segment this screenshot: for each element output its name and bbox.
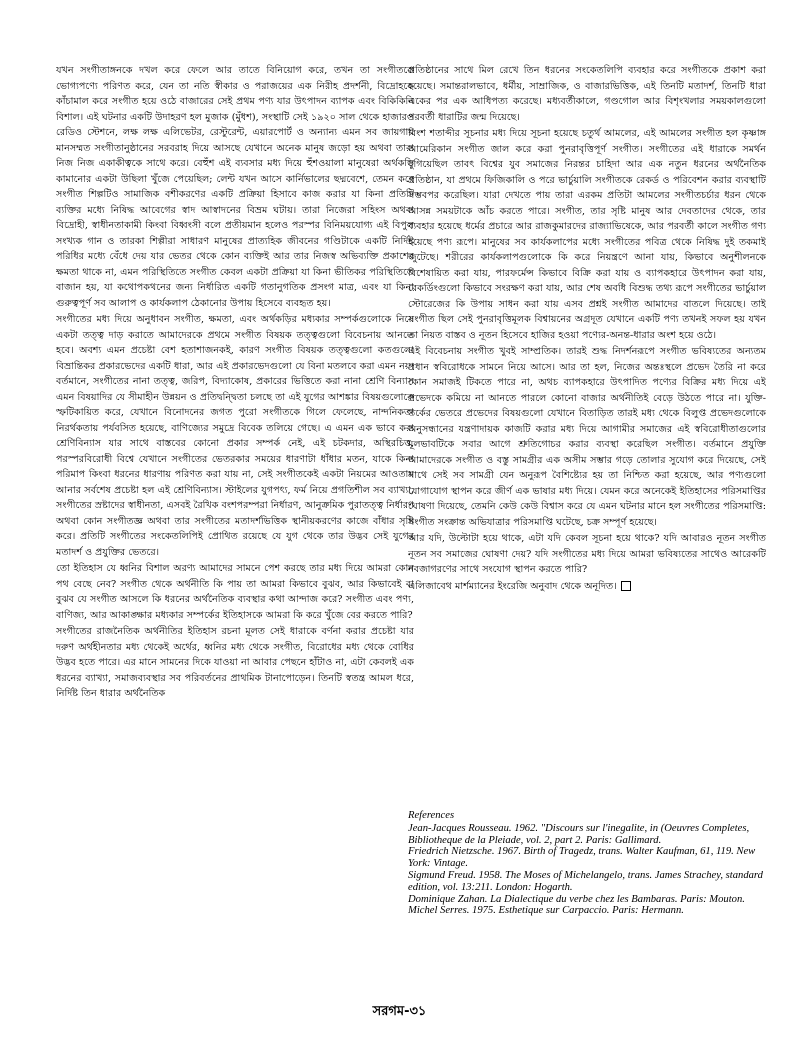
end-mark-icon — [621, 581, 631, 591]
paragraph: এই বিবেচনায় সংগীত খুবই সাম্প্রতিক। তারই শুদ্ধ নিদর্শনরূপে সংগীত ভবিষ্যতের অন্যতম প্রধান স্ববিরোধকে সামনে নিয়ে আসে। আর তা হল, নিজের অন্তঃস্থলে প্রভেদ তৈরি না করে কোন সমাজই টিকতে পারে না, অথচ ব্যাপকহারে উৎপাদিত পণ্যের বিক্রির মধ্য দিয়ে এই প্রভেদকে কমিয়ে না আনতে পারলে কোনো বাজার অর্থনীতিই বেড়ে উঠতে পারে না। যুক্তি-তর্কের ভেতরে প্রভেদের বিষয়গুলো যেখানে বিতাড়িত তারই মধ্য থেকে বিলুপ্ত প্রভেদগুলোকে অনুসন্ধানের যন্ত্রণাদায়ক কাজটি করার মধ্য দিয়ে আগামীর সমাজের এই স্ববিরোধীতাগুলোর মূলভাবটিকে সবার আগে শ্রুতিগোচর করার ব্যবস্থা করেছিল সংগীত। বর্তমানে প্রযুক্তি আমাদেরকে সংগীত ও বস্তু সামগ্রীর এক অসীম সম্ভার গড়ে তোলার সুযোগ করে দিয়েছে, সেই সাথে সেই সব সামগ্রী যেন অনুরূপ বৈশিষ্ট্যের হয় তা নিশ্চিত করা হয়েছে, আর পণ্যগুলো যোগাযোগ স্থাপন করে জীর্ণ এক ভাষার মধ্য দিয়ে। যেমন করে অনেকেই ইতিহাসের পরিসমাপ্তির ঘোষণা দিয়েছে, তেমনি কেউ কেউ বিশ্বাস করে যে এমন ঘটনার মানে হল সংগীতের পরিসমাপ্তি: সংগীত সংক্রান্ত অভিযাত্রার পরিসমাপ্তি ঘটেছে, চক্র সম্পূর্ণ হয়েছে। — [408, 346, 766, 528]
right-text-column — [408, 63, 766, 728]
paragraph: আর যদি, উল্টোটা হয়ে থাকে, এটা যদি কেবল সূচনা হয়ে থাকে? যদি আবারও নূতন সংগীত নূতন সব সমাজের ঘোষণা দেয়? যদি সংগীতের মধ্য দিয়ে আমরা ভবিষ্যতের সাথেও আরেকটি নবজাগরণের সাথে সংযোগ স্থাপন করতে পারি? — [408, 533, 766, 575]
translation-note — [408, 579, 766, 595]
reference-item: Friedrich Nietzsche. 1967. Birth of Tragedz, trans. Walter Kaufman, 61, 119. New York: Vintage. — [408, 846, 756, 870]
paragraph: সংগীতের মধ্য দিয়ে অনুধাবন সংগীত, ক্ষমতা, এবং অর্থকড়ির মধ্যকার সম্পর্কগুলোকে নিয়ে একটা তত্ত্ব দাড় করাতে আমাদেরকে প্রথমে সংগীত বিষয়ক তত্ত্বগুলো বিবেচনায় আনতে হবে। অবশ্য এমন প্রচেষ্টা বেশ হতাশাজনকই, কারণ সংগীত বিষয়ক তত্ত্বগুলো কতগুলো বিভ্রান্তিকর প্রকারভেদের একটি ধারা, আর এই প্রকারভেদগুলো যে বিনা মতলবে করা এমন নয়। বর্তমানে, সংগীতের নানা তত্ত্ব, জরিপ, বিদ্যাকোষ, প্রকারের ভিত্তিতে করা নানা শ্রেণি বিন্যাস এমন বিষয়াদির যে সীমাহীন উন্নয়ন ও প্রতিদ্বন্দ্বিতা চলছে তা এই যুগের আশঙ্কার বিষয়গুলোকে স্ফটিকায়িত করে, যেখানে বিনোদনের জগত পুরো সংগীতকে গিলে ফেলেছে, নান্দনিকতা নিরর্থকতায় পর্যবসিত হয়েছে, বাণিজ্যের সমুদ্রে বিবেক তলিয়ে গেছে। এ এমন এক ভাবে করা শ্রেণিবিন্যাস যার সাথে বাস্তবের কোনো প্রকার সম্পর্ক নেই, এই চটকদার, অস্থিরচিত্ত, পরস্পরবিরোধী বিশ্বে যেখানে সংগীতের ভেতরকার সময়ের ধারণাটা ধাঁধার মতন, যাকে কিনা পরিমাপ কিংবা ধরনের ধারণায় পরিণত করা যায় না, সেই সংগীতকেই একটা নিয়মের আওতায় আনার সর্বশেষ প্রচেষ্টা হল এই শ্রেণিবিন্যাস। স্টাইলের যুগপৎ্য, ফর্ম নিয়ে প্রগতিশীল সব ব্যাখ্যা, সংগীতের স্রষ্টাদের স্বাধীনতা, এসবই রৈখিক বংশপরম্পরা নির্ধারণ, আনুক্রমিক পুরাতত্ত্ব নির্ধারণ অথবা কোন সংগীতজ্ঞ অথবা তার সংগীতের মতাদর্শভিত্তিক স্থানীয়করণের কাজে বাঁধার সৃষ্টি করে। প্রতিটি সংগীতের সংকেতলিপিই প্রোথিত রয়েছে যে যুগ থেকে তার উদ্ভব সেই যুগের মতাদর্শ ও প্রযুক্তির ভেতরে। — [56, 314, 414, 558]
reference-item: Dominique Zahan. La Dialectique du verbe chez les Bambaras. Paris: Mouton. Michel Serres. 1975. Esthetique sur Carpaccio. Paris: Hermann. — [408, 893, 745, 917]
paragraph: যখন সংগীতাঙ্গনকে দখল করে ফেলে আর তাতে বিনিয়োগ করে, তখন তা সংগীতকে ভোগ্যপণ্যে পরিণত করে, যেন তা নতি স্বীকার ও পরাজয়ের এক নিরীহ প্রদর্শনী, বিদ্রোহকে কাঁচামাল করে সংগীত হয়ে ওঠে বাজারের সেই প্রথম পণ্য যার উৎপাদন ব্যাপক এবং বিকিকিনি বিশাল। এই ঘটনার একটি উদাহরণ হল মুজাক (মুঁধশ), সংস্থাটি সেই ১৯২০ সাল থেকে হাজারও রেডিও স্টেশনে, লক্ষ লক্ষ এলিভেটর, রেস্টুরেন্ট, এয়ারপোর্ট ও অন্যান্য এমন সব জায়গায় মানসম্মত সংগীতানুষ্ঠানের সরবরাহ দিয়ে আসছে যেখানে অনেক মানুষ জড়ো হয় অথবা তারা নিজ নিজ একাকীত্বকে সাথে করে। বেহুঁশ এই ব্যবসার মধ্য দিয়ে হুঁশওয়ালা মানুষেরা অর্থকড়ি কামানোর একটা উছিলা খুঁজে পেয়েছিল; লেন্ট যখন আসে কার্নিভালের ছদ্মবেশে, তেমন করে সংগীত শিল্পটিও সামাজিক বশীকরণের একটি প্রক্রিয়া হিসাবে কাজ করার যা কিনা প্রতিটি ব্যক্তির মধ্যে নিষিদ্ধ আবেগের স্বাদ আস্বাদনের বিভ্রম ঘটায়। তারা নিজেরা সহিংস অথবা বিদ্রোহী, স্বাধীনতাকামী কিংবা বিধ্বংসী বলে প্রতীয়মান হলেও পরস্পর বিনিময়যোগ্য এই বিপুল সংখ্যক গান ও তারকা শিল্পীরা সাধারণ মানুষের প্রাত্যহিক জীবনের গণ্ডিটাকে একটি নির্দিষ্ট পরিধির মধ্যে বেঁধে দেয় যার ভেতর থেকে কোন ব্যক্তিই আর তার নিজস্ব অভিব্যক্তি প্রকাশের ক্ষমতা থাকে না, এমন পরিস্থিতিতে সংগীত কেবল একটা প্রক্রিয়া যা কিনা ভীতিকর পরিস্থিতিতে বাজান হয়, যা কথোপকথনের জন্য নির্ধারিত একটি গতানুগতিক প্রসংগ মাত্র, এবং যা কিনা গুরুত্বপূর্ণ সব আলাপ ও কার্যকলাপ ঠেকানোর উপায় হিসেবে ব্যবহৃত হয়। — [56, 65, 414, 309]
reference-item: edition, vol. 13:211. London: Hogarth. — [408, 881, 573, 893]
left-text-column — [56, 63, 414, 998]
reference-item: Sigmund Freud. 1958. The Moses of Michelangelo, trans. James Strachey, standard — [408, 869, 763, 881]
paragraph: তো ইতিহাস যে ধ্বনির বিশাল অরণ্য আমাদের সামনে পেশ করছে তার মধ্য দিয়ে আমরা কোন পথ বেছে নেব? সংগীত থেকে অর্থনীতি কি পায় তা আমরা কিভাবে বুঝব, আর কিভাবেই বা বুঝব যে সংগীত আসলে কি ধরনের অর্থনৈতিক ব্যবস্থার কথা আন্দাজ করে? সংগীত এবং পণ্য, বাণিজ্য, আর আকাঙ্ক্ষার মধ্যকার সম্পর্কের ইতিহাসকে আমরা কি করে খুঁজে বের করতে পারি? — [56, 563, 414, 621]
references-section — [408, 810, 768, 970]
reference-item: Jean-Jacques Rousseau. 1962. "Discours sur l'inegalite, in (Oeuvres Completes, Bibliotheque de la Pleiade, vol. 2, part 2. Paris: Gallimard. — [408, 822, 750, 846]
paragraph: সংগীতের রাজনৈতিক অর্থনীতির ইতিহাস রচনা মূলত সেই ধারাকে বর্ণনা করার প্রচেষ্টা যার দরুণ অর্থহীনতার মধ্য থেকেই অর্থের, ধ্বনির মধ্য থেকে সংগীত, বিরোধের মধ্য থেকে বোধির উদ্ভব হতে পারে। এর মানে সামনের দিকে যাওয়া না আবার পেছনে হাঁটাও না, এটা কেবলই এক ধরনের ব্যাখ্যা, সমাজব্যবস্থার সব পরিবর্তনের প্রাথমিক টানাপোড়েন। তিনটি স্বতন্ত্র আমল ধরে, নির্দিষ্ট তিন ধারার অর্থনৈতিক — [56, 626, 414, 699]
references-heading: References — [408, 810, 455, 821]
translation-note-text: এলিজাবেথ মার্শম্যানের ইংরেজি অনুবাদ থেকে অনূদিত। — [408, 580, 617, 592]
paragraph: প্রতিষ্ঠানের সাথে মিল রেখে তিন ধরনের সংকেতলিপি ব্যবহার করে সংগীতকে প্রকাশ করা হয়েছে। সমান্তরালভাবে, ধর্মীয়, সাম্রাজিক, ও বাজারভিত্তিক, এই তিনটি মতাদর্শ, তিনটি ধারা একের পর এক আধিপত্য করেছে। মধ্যবর্তীকালে, গণ্ডগোল আর বিশৃংখলার সময়কালগুলো পরবর্তী ধারাটির জন্ম দিয়েছে। — [408, 65, 766, 123]
page-number: সরগম-৩১ — [372, 1004, 427, 1019]
paragraph: বিংশ শতাব্দীর সূচনার মধ্য দিয়ে সূচনা হয়েছে চতুর্থ আমলের, এই আমলের সংগীত হল কৃষ্ণাঙ্গ আমেরিকান সংগীত জাল করে করা পুনরাবৃত্তিপূর্ণ সংগীত। সংগীতের এই ধারাকে সমর্থন যুগিয়েছিল তাবৎ বিশ্বের যুব সমাজের নিরন্তর চাহিদা আর এক নতুন ধরনের অর্থনৈতিক প্রতিষ্ঠান, যা প্রথমে ফিজিকালি ও পরে ভার্চুয়ালি সংগীতকে রেকর্ড ও পরিবেশন করার ব্যবস্থাটি সম্ভবপর করেছিল। যারা দেখতে পায় তারা এরকম প্রতিটা আমলের সংগীতচর্চার ধরন থেকে আসন্ন সময়টাকে আঁচ করতে পারে। সংগীত, তার সৃষ্টি মানুষ আর দেবতাদের থেকে, তার ব্যবহার হয়েছে ধর্মের প্রচারে আর রাজকুমারদের রাজ্যাভিষেকে, আর পরবর্তী কালে সংগীত গণ্য হয়েছে পণ্য রূপে। মানুষের সব কার্যকলাপের মধ্যে সংগীতের পবিত্র থেকে নিষিদ্ধ দুই তকমাই জুটেছে। শরীরের কার্যকলাপগুলোকে কি করে নিয়ন্ত্রণে আনা যায়, কিভাবে অনুশীলনকে বিশেষায়িত করা যায়, পারফর্মেন্স কিভাবে বিক্রি করা যায় ও ব্যাপকহারে উৎপাদন করা যায়, রেকর্ডিংগুলো কিভাবে সংরক্ষণ করা যায়, আর শেষ অবধি বিশুদ্ধ তথ্য রূপে সংগীতের ভার্চুয়াল স্টোরেজের কি উপায় সাধন করা যায় এসব প্রশ্নই সংগীত আমাদের বাতলে দিয়েছে। তাই সংগীত ছিল সেই পুনরাবৃত্তিমূলক বিশ্বায়নের অগ্রদূত যেখানে একটি পণ্য তখনই সফল হয় যখন তা নিয়ত বাস্তব ও নূতন হিসেবে হাজির হওয়া পণ্যের-অনন্ত-ধারার অংশ হয়ে ওঠে। — [408, 128, 766, 341]
